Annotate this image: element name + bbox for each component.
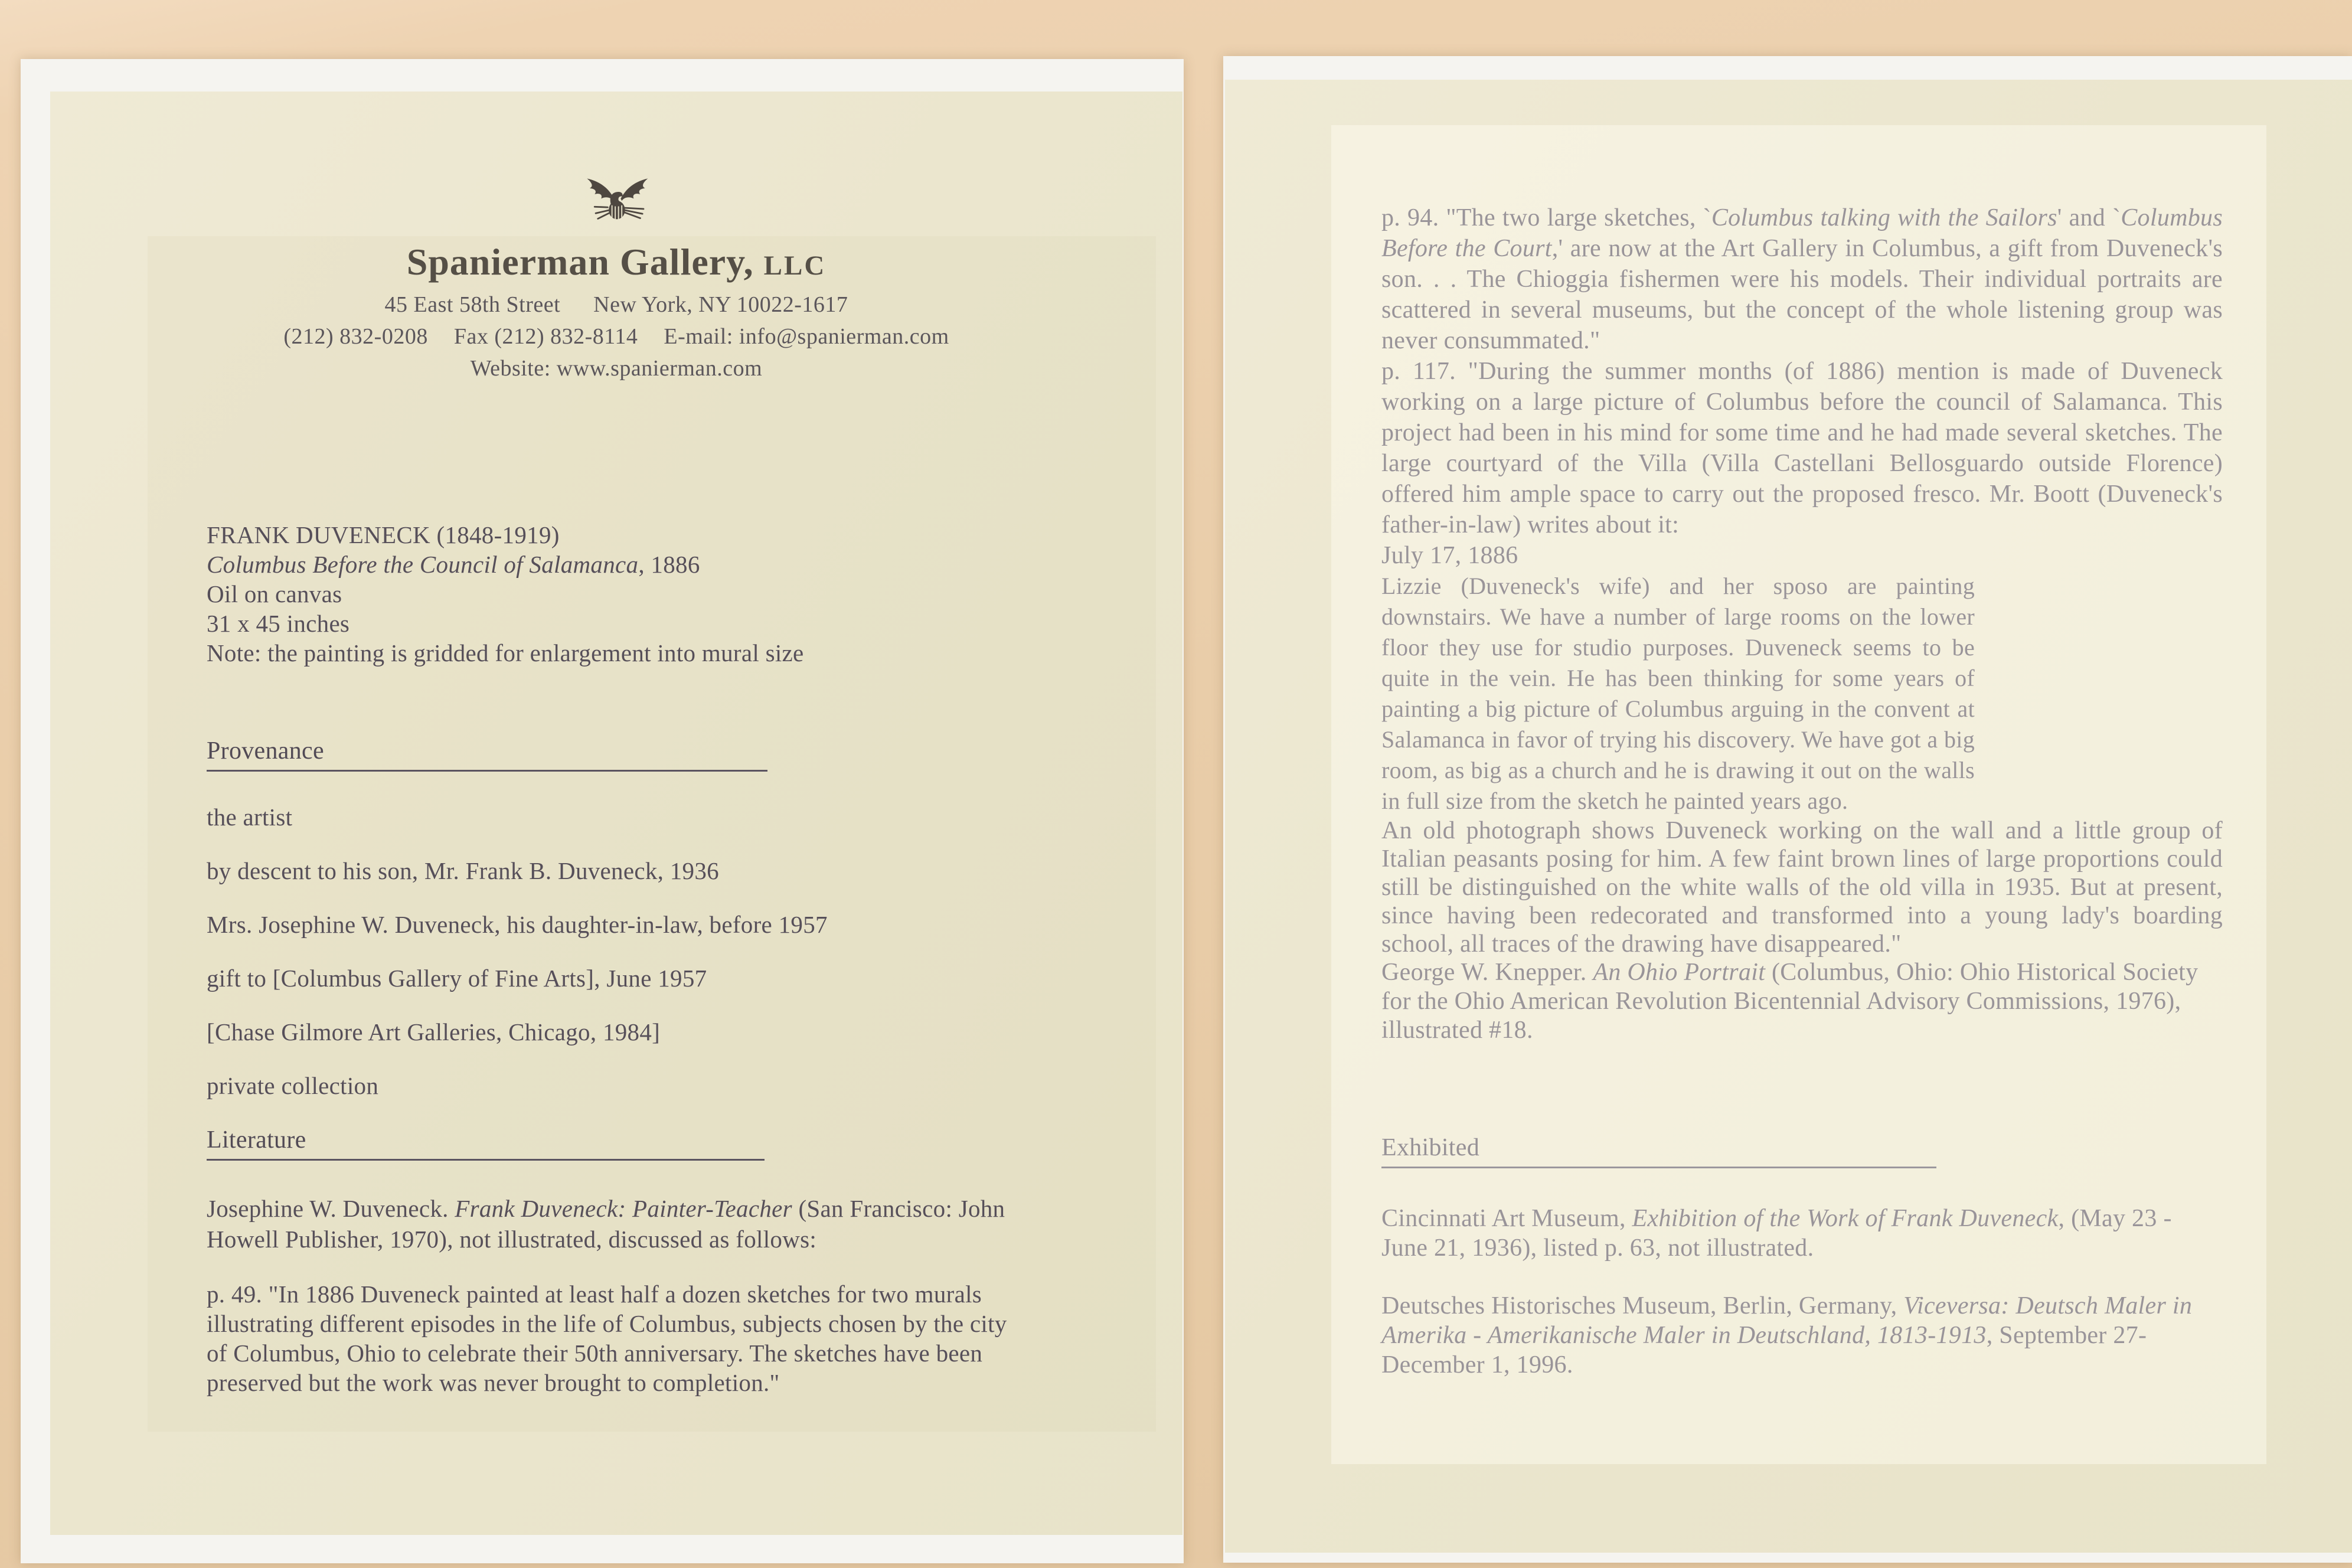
right-page (1225, 80, 2352, 1553)
gallery-name-main: Spanierman Gallery, (406, 241, 754, 283)
old-photograph-paragraph: An old photograph shows Duveneck working on the wall and a little group of Italian peasants posing for him. A few faint brown lines of large proportions could still be distinguished on the white walls of the old villa in 1935. But at present, since having been redecorated and transformed into a young lady's boarding school, all traces of the drawing have disappeared." (1381, 817, 2223, 958)
gallery-name-suffix: LLC (763, 250, 827, 281)
provenance-entry: by descent to his son, Mr. Frank B. Duveneck, 1936 (207, 857, 719, 884)
exhibited-entry: Cincinnati Art Museum, Exhibition of the Work of Frank Duveneck, (May 23 - June 21, 1936), listed p. 63, not illustrated. (1381, 1205, 2172, 1262)
letterhead-address (50, 289, 1182, 321)
artwork-size: 31 x 45 inches (207, 610, 350, 637)
left-page-body (207, 520, 1060, 1397)
exhibited-entries (1381, 1204, 2223, 1380)
provenance-entry: the artist (207, 803, 293, 831)
knepper-citation: George W. Knepper. An Ohio Portrait (Columbus, Ohio: Ohio Historical Society for the Ohio American Revolution Bicentennial Advisory Commissions, 1976), illustrated #18. (1381, 959, 2199, 1044)
artwork-note: Note: the painting is gridded for enlargement into mural size (207, 639, 804, 667)
literature-heading: Literature (207, 1125, 765, 1161)
literature-citation: Josephine W. Duveneck. Frank Duveneck: Painter-Teacher (San Francisco: John Howell Publisher, 1970), not illustrated, discussed as follows: (207, 1195, 1005, 1253)
quote-page-94: p. 94. "The two large sketches, `Columbus talking with the Sailors' and `Columbus Before the Court,' are now at the Art Gallery in Columbus, a gift from Duveneck's son. . . The Chioggia fishermen were his models. Their individual portraits are scattered in several museums, but the concept of the whole listening group was never consummated." (1381, 204, 2223, 354)
letterhead-contact (50, 321, 1182, 352)
artist-name: FRANK DUVENECK (1848-1919) (207, 521, 560, 548)
exhibited-heading: Exhibited (1381, 1132, 1936, 1168)
left-page (50, 92, 1182, 1535)
provenance-heading: Provenance (207, 736, 767, 772)
website-url: Website: www.spanierman.com (470, 356, 763, 381)
literature-quote: p. 49. "In 1886 Duveneck painted at least half a dozen sketches for two murals illustrating different episodes in the life of Columbus, subjects chosen by the city of Columbus, Ohio to celebrate their 50th anniversary. The sketches have been preserved but the work was never brought to completion." (207, 1280, 1007, 1396)
provenance-entry: Mrs. Josephine W. Duveneck, his daughter-in-law, before 1957 (207, 911, 828, 938)
exhibited-section (1381, 1132, 2223, 1380)
artwork-title: Columbus Before the Council of Salamanca, 1886 (207, 551, 700, 578)
phone-number: (212) 832-0208 (283, 324, 428, 349)
letterhead-website (50, 352, 1182, 384)
right-page-body (1381, 80, 2223, 1380)
provenance-section (207, 736, 1060, 1100)
street-address: 45 East 58th Street (384, 292, 561, 317)
artwork-details (207, 520, 1060, 668)
provenance-entry: [Chase Gilmore Art Galleries, Chicago, 1984] (207, 1018, 661, 1046)
letterhead (50, 92, 1182, 384)
artwork-medium: Oil on canvas (207, 580, 342, 607)
email-address: E-mail: info@spanierman.com (664, 324, 949, 349)
letter-body: Lizzie (Duveneck's wife) and her sposo are painting downstairs. We have a number of large rooms on the lower floor they use for studio purposes. Duveneck seems to be quite in the vein. He has been thinking for some years of painting a big picture of Columbus arguing in the convent at Salamanca in favor of trying his discovery. We have got a big room, as big as a church and he is drawing it out on the walls in full size from the sketch he painted years ago. (1381, 573, 1975, 814)
provenance-entry: gift to [Columbus Gallery of Fine Arts], June 1957 (207, 965, 707, 992)
exhibited-entry: Deutsches Historisches Museum, Berlin, Germany, Viceversa: Deutsch Maler in Amerika - Amerikanische Maler in Deutschland, 1813-1913, September 27-December 1, 1996. (1381, 1292, 2193, 1378)
letter-date: July 17, 1886 (1381, 542, 1518, 569)
quote-page-117: p. 117. "During the summer months (of 1886) mention is made of Duveneck working on a large picture of Columbus before the council of Salamanca. This project had been in his mind for some time and he had made several sketches. The large courtyard of the Villa (Villa Castellani Bellosguardo outside Florence) offered him ample space to carry out the proposed fresco. Mr. Boott (Duveneck's father-in-law) writes about it: (1381, 358, 2223, 538)
provenance-entry: private collection (207, 1072, 379, 1099)
provenance-entries (207, 802, 1060, 1100)
federal-eagle-icon (572, 174, 661, 228)
fax-number: Fax (212) 832-8114 (453, 324, 638, 349)
literature-section (207, 1125, 1060, 1397)
gallery-name (50, 239, 1182, 289)
city-address: New York, NY 10022-1617 (593, 292, 848, 317)
